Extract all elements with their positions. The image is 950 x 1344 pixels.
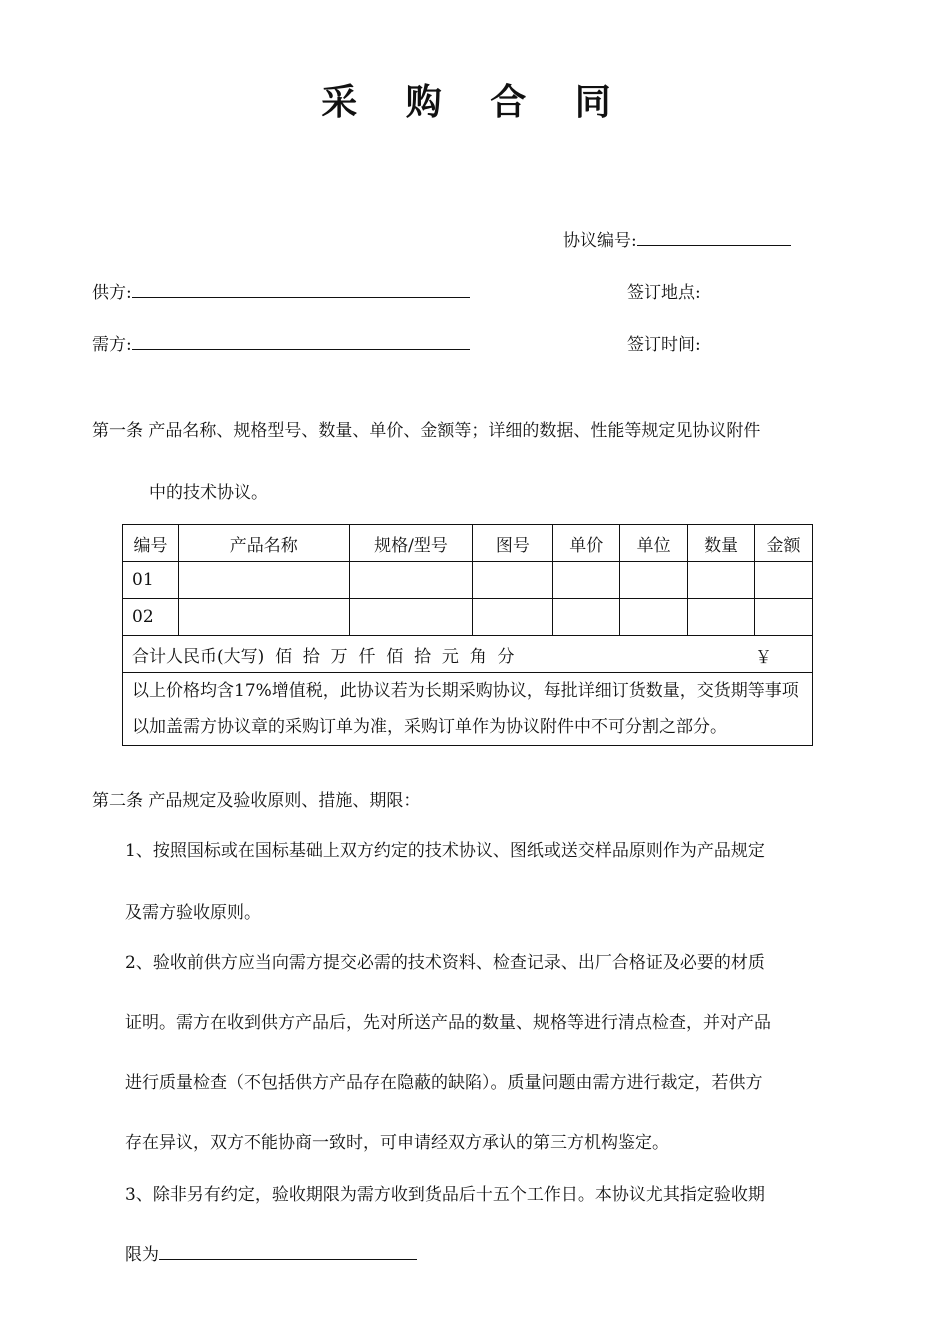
agreement-number-blank[interactable] (637, 227, 791, 246)
row-number: 02 (123, 599, 179, 636)
total-amount-label: 合计人民币(大写) 佰 拾 万 仟 佰 拾 元 角 分 (132, 646, 515, 667)
cell-unit[interactable] (620, 599, 688, 636)
cell-unit-price[interactable] (553, 599, 620, 636)
buyer-blank[interactable] (132, 331, 470, 350)
supplier-blank[interactable] (132, 279, 470, 298)
buyer-field[interactable] (92, 330, 470, 355)
cell-unit-price[interactable] (553, 562, 620, 599)
cell-quantity[interactable] (688, 562, 755, 599)
cell-amount[interactable] (755, 599, 813, 636)
cell-quantity[interactable] (688, 599, 755, 636)
supplier-label: 供方: (92, 283, 132, 303)
article1-line1: 第一条 产品名称、规格型号、数量、单价、金额等；详细的数据、性能等规定见协议附件 (92, 421, 761, 441)
article2-line: 2、验收前供方应当向需方提交必需的技术资料、检查记录、出厂合格证及必要的材质 (125, 953, 765, 973)
total-row (123, 636, 813, 673)
row-number: 01 (123, 562, 179, 599)
col-header-unit-price: 单价 (553, 525, 620, 562)
cell-drawing-no[interactable] (473, 599, 553, 636)
article2-line: 存在异议，双方不能协商一致时，可申请经双方承认的第三方机构鉴定。 (125, 1133, 669, 1153)
cell-unit[interactable] (620, 562, 688, 599)
table-row (123, 562, 813, 599)
sign-time-label: 签订时间: (627, 335, 701, 355)
price-note: 以上价格均含17%增值税，此协议若为长期采购协议，每批详细订货数量，交货期等事项以加盖需方协议章的采购订单为准，采购订单作为协议附件中不可分割之部分。 (123, 673, 813, 746)
table-row (123, 599, 813, 636)
acceptance-period-field[interactable] (125, 1240, 417, 1265)
currency-symbol: ￥ (755, 648, 772, 668)
total-cell (123, 636, 813, 673)
cell-drawing-no[interactable] (473, 562, 553, 599)
col-header-unit: 单位 (620, 525, 688, 562)
cell-product-name[interactable] (178, 599, 349, 636)
article2-line: 1、按照国标或在国标基础上双方约定的技术协议、图纸或送交样品原则作为产品规定 (125, 841, 765, 861)
cell-spec[interactable] (349, 562, 473, 599)
contract-title: 采 购 合 同 (321, 81, 629, 123)
article2-line: 及需方验收原则。 (125, 903, 261, 923)
article2-line: 证明。需方在收到供方产品后，先对所送产品的数量、规格等进行清点检查，并对产品 (125, 1013, 771, 1033)
cell-spec[interactable] (349, 599, 473, 636)
col-header-no: 编号 (123, 525, 179, 562)
sign-place-label: 签订地点: (627, 283, 701, 303)
col-header-amount: 金额 (755, 525, 813, 562)
buyer-label: 需方: (92, 335, 132, 355)
col-header-quantity: 数量 (688, 525, 755, 562)
supplier-field[interactable] (92, 278, 470, 303)
cell-product-name[interactable] (178, 562, 349, 599)
article2-line: 限为 (125, 1245, 159, 1265)
table-header-row (123, 525, 813, 562)
goods-table (122, 524, 813, 746)
cell-amount[interactable] (755, 562, 813, 599)
article2-heading: 第二条 产品规定及验收原则、措施、期限： (92, 791, 421, 811)
note-row (123, 673, 813, 746)
agreement-number-field[interactable] (563, 226, 791, 251)
col-header-spec: 规格/型号 (349, 525, 473, 562)
acceptance-period-blank[interactable] (159, 1241, 417, 1260)
article2-line: 进行质量检查（不包括供方产品存在隐蔽的缺陷）。质量问题由需方进行裁定，若供方 (125, 1073, 763, 1093)
article1-line2: 中的技术协议。 (149, 483, 268, 503)
col-header-drawing-no: 图号 (473, 525, 553, 562)
col-header-product-name: 产品名称 (178, 525, 349, 562)
article2-line: 3、除非另有约定，验收期限为需方收到货品后十五个工作日。本协议尤其指定验收期 (125, 1185, 765, 1205)
agreement-number-label: 协议编号: (563, 231, 637, 251)
